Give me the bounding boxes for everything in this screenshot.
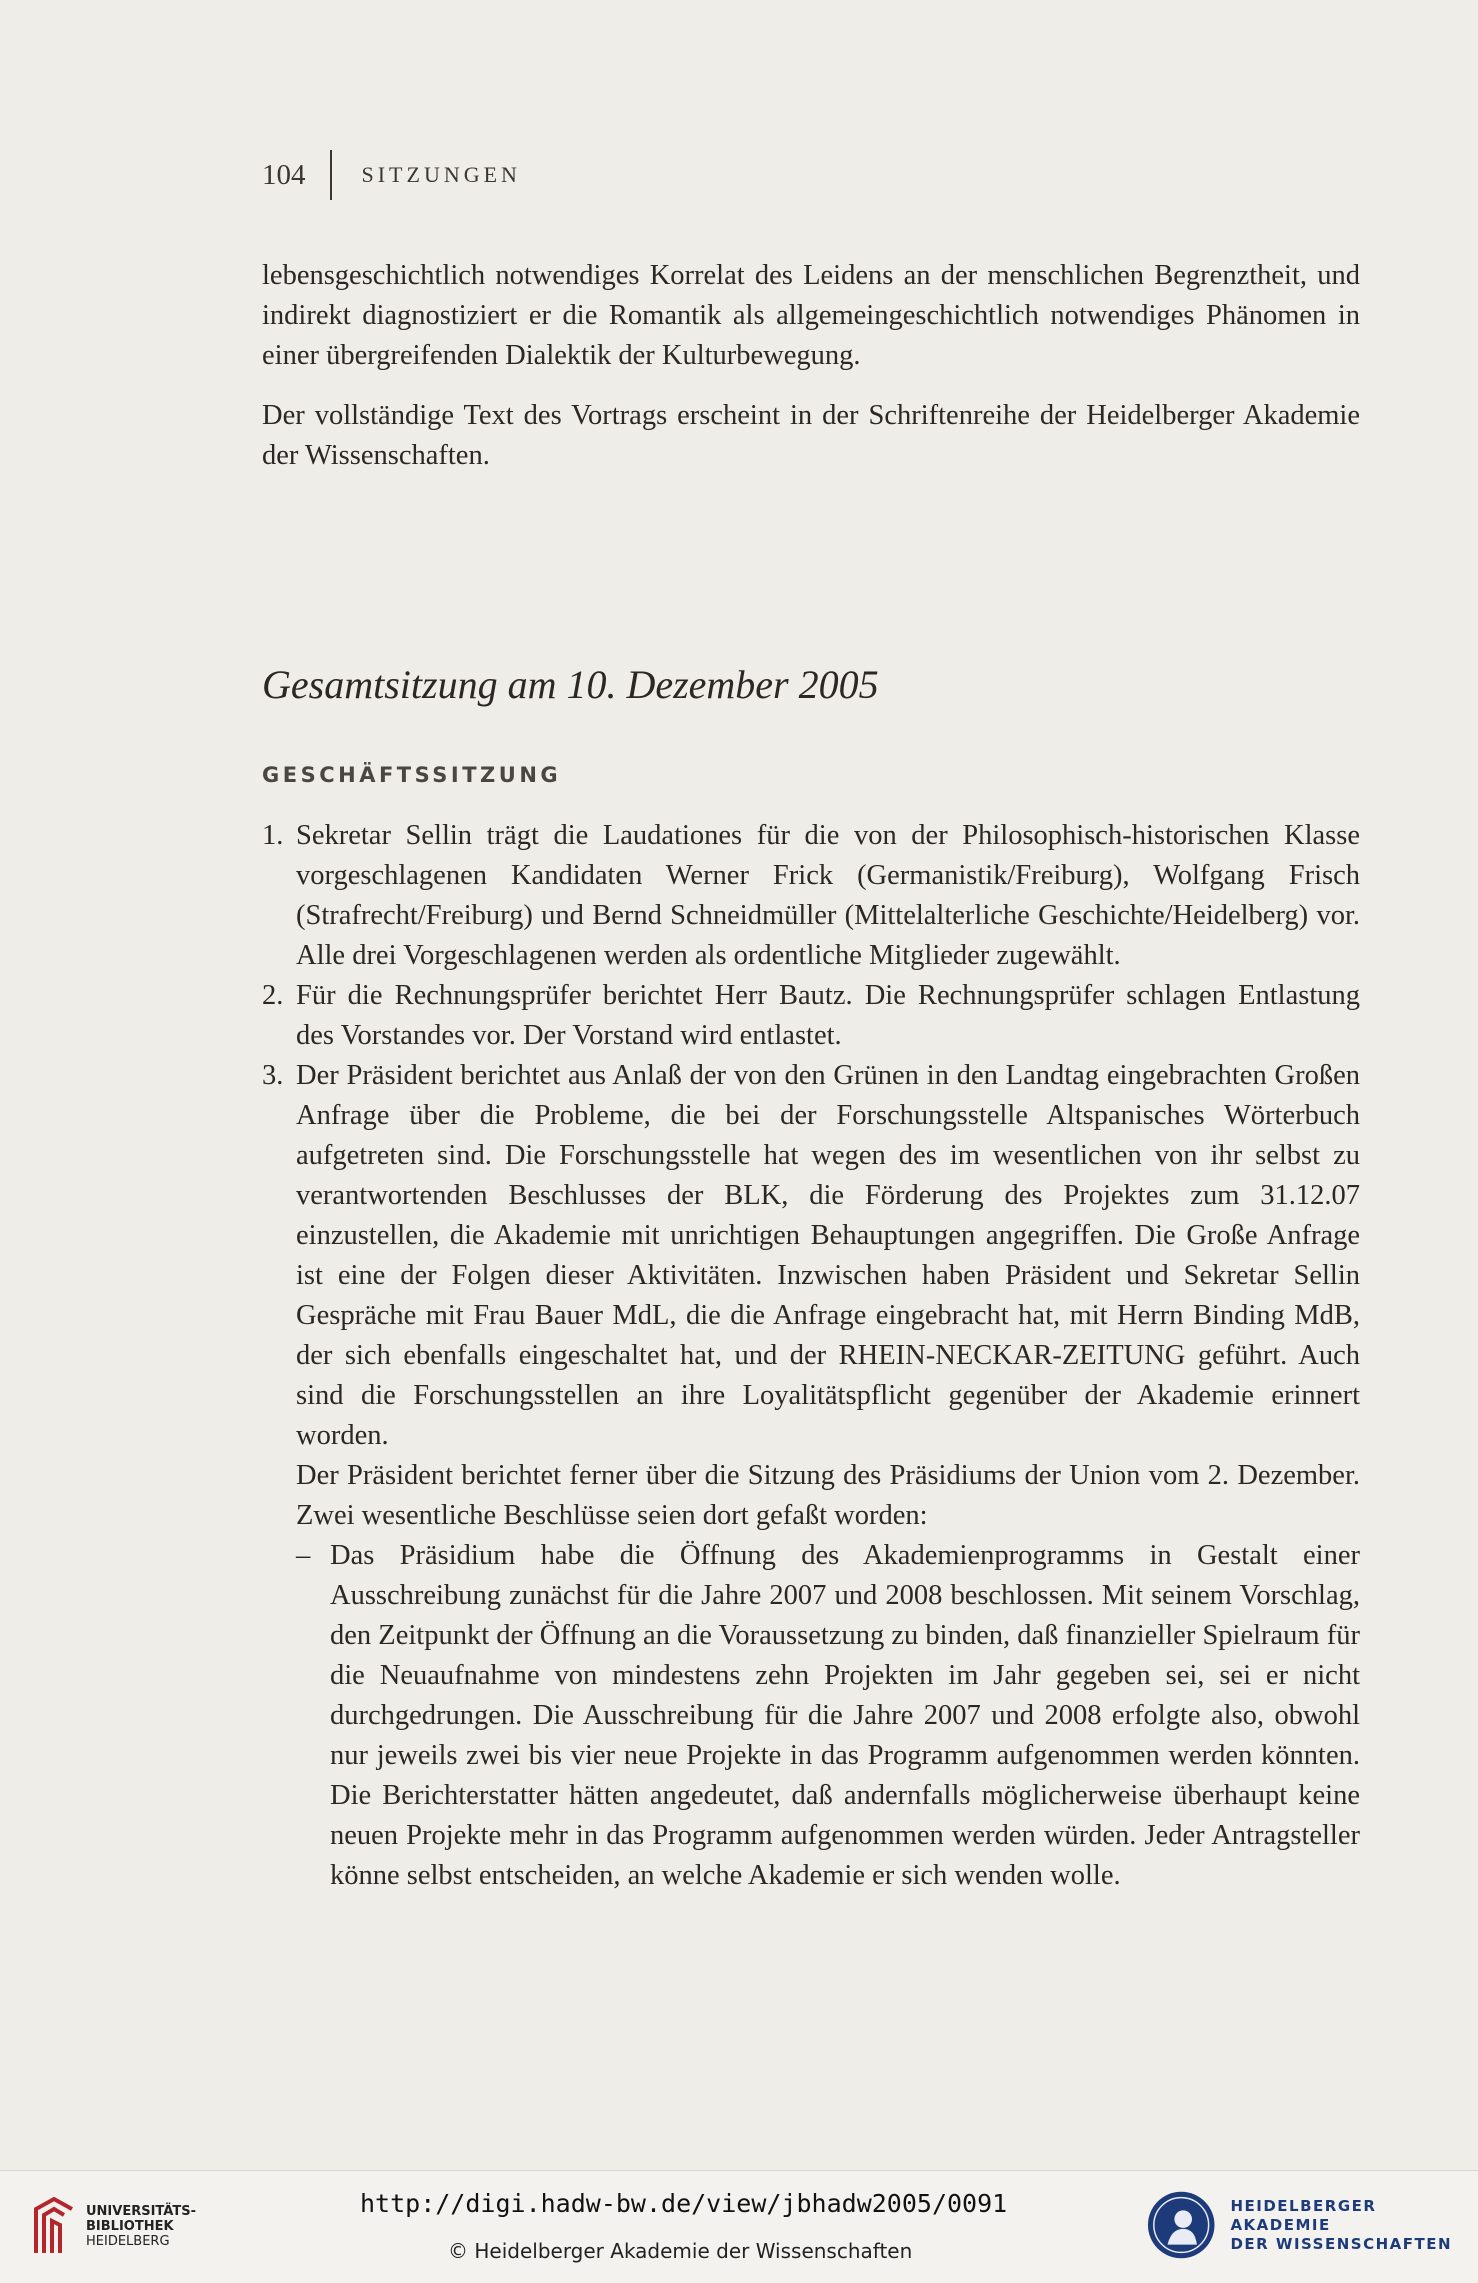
dash-item-text: Das Präsidium habe die Öffnung des Akademienprogramms in Gestalt einer Ausschreibung zunächst für die Jahre 2007 und 2008 beschlossen. Mit seinem Vorschlag, den Zeitpunkt der Öffnung an die Voraussetzung zu binden, daß finanzieller Spielraum für die Neuaufnahme von mindestens zehn Projekten im Jahr gegeben sei, sei er nicht durchgedrungen. Die Ausschreibung für die Jahre 2007 und 2008 erfolgte also, obwohl nur jeweils zwei bis vier neue Projekte in das Programm aufgenommen werden könnten. Die Berichterstatter hätten angedeutet, daß andernfalls möglicherweise überhaupt keine neuen Projekte mehr in das Programm aufgenommen werden würden. Jeder Antragsteller könne selbst entscheiden, an welche Akademie er sich wenden wolle.	[330, 1540, 1360, 1891]
item-text: Für die Rechnungsprüfer berichtet Herr Bautz. Die Rechnungsprüfer schlagen Entlastung des Vorstandes vor. Der Vorstand wird entlastet.	[296, 980, 1360, 1051]
source-url-link[interactable]: http://digi.hadw-bw.de/view/jbhadw2005/0091	[360, 2189, 1008, 2218]
list-item	[262, 976, 1360, 1056]
header-divider	[330, 150, 332, 200]
item-number: 2.	[262, 980, 284, 1011]
running-title: SITZUNGEN	[361, 162, 521, 187]
academy-line: HEIDELBERGER AKADEMIE	[1230, 2196, 1377, 2234]
list-item	[262, 1056, 1360, 1456]
library-line: UNIVERSITÄTS-	[86, 2203, 196, 2219]
item-number: 3.	[262, 1060, 284, 1091]
section-title: Gesamtsitzung am 10. Dezember 2005	[262, 662, 879, 707]
dash-mark: –	[296, 1540, 311, 1571]
academy-seal-icon	[1146, 2189, 1216, 2261]
paragraph-text: lebensgeschichtlich notwendiges Korrelat des Leidens an der menschlichen Begrenztheit, und indirekt diagnostiziert er die Romantik als allgemeingeschichtlich notwendiges Phänomen in einer übergreifenden Dialektik der Kulturbewegung.	[262, 260, 1360, 371]
item-text: Sekretar Sellin trägt die Laudationes für die von der Philosophisch-historischen Klasse vorgeschlagenen Kandidaten Werner Frick (Germanistik/Freiburg), Wolfgang Frisch (Strafrecht/Freiburg) und Bernd Schneidmüller (Mittelalterliche Geschichte/Heidelberg) vor. Alle drei Vorgeschlagenen werden als ordentliche Mitglieder zugewählt.	[296, 820, 1360, 971]
library-line: BIBLIOTHEK	[86, 2218, 174, 2234]
page-number: 104	[262, 158, 306, 191]
academy-line: DER WISSENSCHAFTEN	[1230, 2234, 1453, 2253]
footer-bar	[0, 2170, 1478, 2283]
library-line: HEIDELBERG	[86, 2233, 170, 2249]
page-header	[262, 150, 521, 200]
paragraph-1	[262, 256, 1360, 376]
library-logo-icon	[32, 2195, 76, 2257]
library-name	[86, 2204, 196, 2249]
list-item	[262, 816, 1360, 976]
numbered-list	[262, 816, 1360, 1896]
dash-item	[262, 1536, 1360, 1896]
academy-name	[1230, 2197, 1478, 2254]
academy-logo[interactable]	[1146, 2189, 1478, 2261]
copyright-notice: © Heidelberger Akademie der Wissenschaften	[448, 2239, 913, 2263]
item-text: Der Präsident berichtet aus Anlaß der von den Grünen in den Landtag eingebrachten Großen Anfrage über die Probleme, die bei der Forschungsstelle Altspanisches Wörterbuch aufgetreten sind. Die Forschungsstelle hat wegen des im wesentlichen von ihr selbst zu verantwortenden Beschlusses der BLK, die Förderung des Projektes zum 31.12.07 einzustellen, die Akademie mit unrichtigen Behauptungen angegriffen. Die Große Anfrage ist eine der Folgen dieser Aktivitäten. Inzwischen haben Präsident und Sekretar Sellin Gespräche mit Frau Bauer MdL, die die Anfrage eingebracht hat, mit Herrn Binding MdB, der sich ebenfalls eingeschaltet hat, und der RHEIN-NECKAR-ZEITUNG geführt. Auch sind die Forschungsstellen an ihre Loyalitätspflicht gegenüber der Akademie erinnert worden.	[296, 1060, 1360, 1451]
paragraph-2	[262, 396, 1360, 476]
continuation-paragraph: Der Präsident berichtet ferner über die Sitzung des Präsidiums der Union vom 2. Dezember. Zwei wesentliche Beschlüsse seien dort gefaßt worden:	[296, 1460, 1360, 1531]
subsection-title: GESCHÄFTSSITZUNG	[262, 763, 562, 787]
paragraph-text: Der vollständige Text des Vortrags erscheint in der Schriftenreihe der Heidelberger Akademie der Wissenschaften.	[262, 400, 1360, 471]
library-logo[interactable]	[32, 2195, 196, 2257]
item-number: 1.	[262, 820, 284, 851]
